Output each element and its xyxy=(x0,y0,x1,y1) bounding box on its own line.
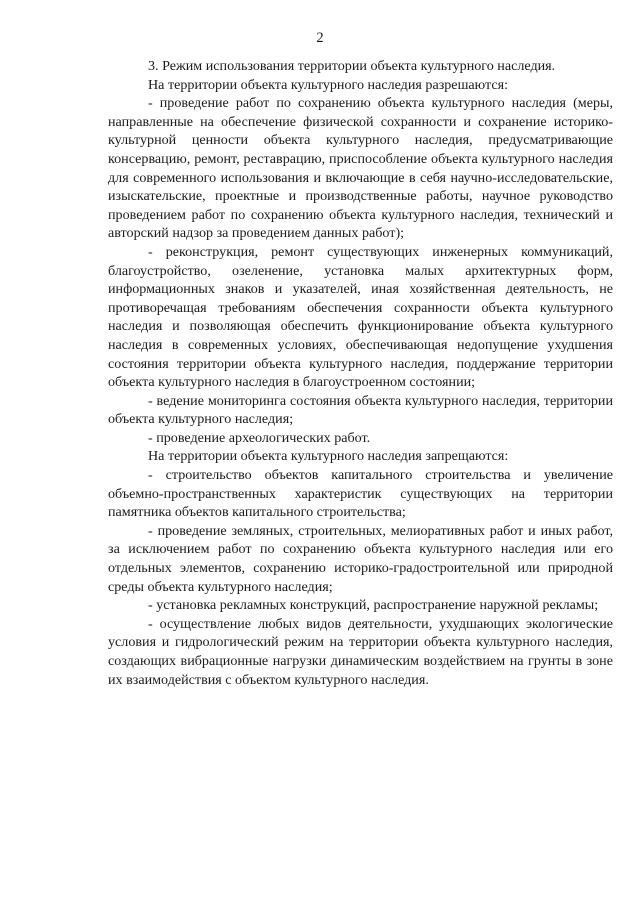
allowed-item-monitoring: - ведение мониторинга состояния объекта культурного наследия, территории объекта культурного наследия; xyxy=(108,392,613,428)
document-body xyxy=(108,57,613,689)
prohibited-item-construction: - строительство объектов капитального строительства и увеличение объемно-пространственных характеристик существующих на территории памятника объектов капитального строительства; xyxy=(108,467,613,521)
page-number: 2 xyxy=(316,30,324,46)
section-heading: 3. Режим использования территории объекта культурного наследия. xyxy=(148,58,556,74)
prohibited-intro: На территории объекта культурного наследия запрещаются: xyxy=(148,448,509,465)
prohibited-item-advertising: - установка рекламных конструкций, распространение наружной рекламы; xyxy=(148,597,599,614)
allowed-item-reconstruction: - реконструкция, ремонт существующих инженерных коммуникаций, благоустройство, озеленение, установка малых архитектурных форм, информационных знаков и указателей, иная хозяйственная деятельность, не противоречащая требованиям обеспечения сохранности объекта культурного наследия и позволяющая обеспечить функционирование объекта культурного наследия в современных условиях, обеспечивающая недопущение ухудшения состояния территории объекта культурного наследия, поддержание территории объекта культурного наследия в благоустроенном состоянии; xyxy=(108,243,613,391)
allowed-item-archaeology: - проведение археологических работ. xyxy=(148,429,371,446)
allowed-intro: На территории объекта культурного наследия разрешаются: xyxy=(148,76,509,93)
allowed-item-preservation: - проведение работ по сохранению объекта культурного наследия (меры, направленные на обеспечение физической сохранности и сохранение историко-культурной ценности объекта культурного наследия, предусматривающие консервацию, ремонт, реставрацию, приспособление объекта культурного наследия для современного использования и включающие в себя научно-исследовательские, изыскательские, проектные и производственные работы, научное руководство проведением работ по сохранению объекта культурного наследия, технический и авторский надзор за проведением данных работ); xyxy=(108,95,613,242)
prohibited-item-activities: - осуществление любых видов деятельности, ухудшающих экологические условия и гидрологический режим на территории объекта культурного наследия, создающих вибрационные нагрузки динамическим воздействием на грунты в зоне их взаимодействия с объектом культурного наследия. xyxy=(108,615,613,688)
prohibited-item-earthworks: - проведение земляных, строительных, мелиоративных работ и иных работ, за исключением работ по сохранению объекта культурного наследия или его отдельных элементов, сохранению историко-градостроительной или природной среды объекта культурного наследия; xyxy=(108,522,613,595)
